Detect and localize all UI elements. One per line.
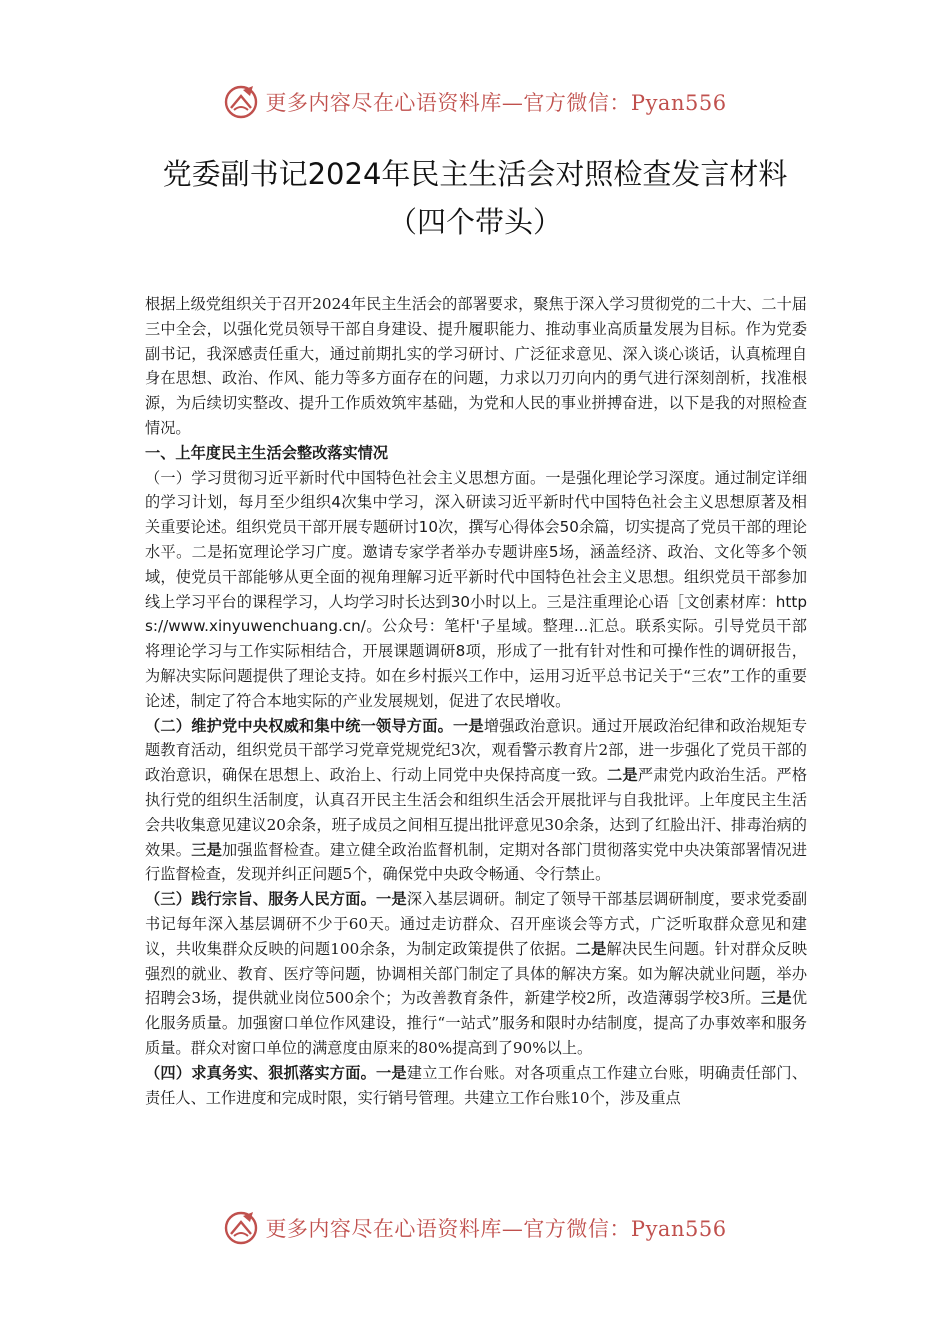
paragraph-text: 建立工作台账。对各项重点工作建立台账，明确责任部门、责任人、工作进度和完成时限，实行销号管理。共建立工作台账10个，涉及重点 bbox=[145, 1063, 808, 1107]
lead-heading: （二）维护党中央权威和集中统一领导方面。 bbox=[145, 716, 454, 735]
keyword: 一是 bbox=[376, 890, 407, 909]
lead-heading: （四）求真务实、狠抓落实方面。 bbox=[145, 1063, 377, 1082]
page-title bbox=[100, 150, 850, 246]
title-line-2: （四个带头） bbox=[387, 205, 562, 239]
document-body bbox=[145, 292, 807, 1110]
banner-text: 更多内容尽在心语资料库—官方微信：Pyan556 bbox=[265, 1217, 727, 1241]
keyword: 三是 bbox=[191, 840, 223, 859]
title-line-1: 党委副书记2024年民主生活会对照检查发言材料 bbox=[162, 157, 788, 191]
section-heading: 一、上年度民主生活会整改落实情况 bbox=[145, 443, 388, 462]
keyword: 二是 bbox=[575, 939, 607, 958]
banner-text: 更多内容尽在心语资料库—官方微信：Pyan556 bbox=[265, 91, 727, 115]
keyword: 二是 bbox=[607, 766, 638, 785]
paragraph-text: 严肃党内政治生活。严格执行党的组织生活制度，认真召开民主生活会和组织生活会开展批评与自我批评。上年度民主生活会共收集意见建议20余条，班子成员之间相互提出批评意见30余条，达到了红脸出汗、排毒治病的效果。 bbox=[145, 766, 808, 859]
book-pen-icon bbox=[223, 1210, 259, 1246]
book-pen-icon bbox=[223, 84, 259, 120]
paragraph-text: 优化服务质量。加强窗口单位作风建设，推行“一站式”服务和限时办结制度，提高了办事效率和服务质量。群众对窗口单位的满意度由原来的80%提高到了90%以上。 bbox=[145, 989, 807, 1057]
paragraph-service bbox=[145, 887, 807, 1061]
paragraph-text: 解决民生问题。针对群众反映强烈的就业、教育、医疗等问题，协调相关部门制定了具体的解决方案。如为解决就业问题，举办招聘会3场，提供就业岗位500余个；为改善教育条件，新建学校2所，改造薄弱学校3所。 bbox=[145, 939, 808, 1008]
keyword: 一是 bbox=[453, 716, 484, 735]
lead-heading: （三）践行宗旨、服务人民方面。 bbox=[145, 890, 377, 909]
paragraph-implementation bbox=[145, 1061, 807, 1111]
keyword: 三是 bbox=[760, 989, 792, 1008]
intro-paragraph: 根据上级党组织关于召开2024年民主生活会的部署要求，聚焦于深入学习贯彻党的二十大、二十届三中全会，以强化党员领导干部自身建设、提升履职能力、推动事业高质量发展为目标。作为党委副书记，我深感责任重大，通过前期扎实的学习研讨、广泛征求意见、深入谈心谈话，认真梳理自身在思想、政治、作风、能力等多方面存在的问题，力求以刀刃向内的勇气进行深刻剖析，找准根源，为后续切实整改、提升工作质效筑牢基础，为党和人民的事业拼搏奋进，以下是我的对照检查情况。 bbox=[145, 295, 807, 437]
paragraph-text: 增强政治意识。通过开展政治纪律和政治规矩专题教育活动，组织党员干部学习党章党规党纪3次，观看警示教育片2部，进一步强化了党员干部的政治意识，确保在思想上、政治上、行动上同党中央保持高度一致。 bbox=[145, 716, 808, 785]
paragraph-study: （一）学习贯彻习近平新时代中国特色社会主义思想方面。一是强化理论学习深度。通过制定详细的学习计划，每月至少组织4次集中学习，深入研读习近平新时代中国特色社会主义思想原著及相关重要论述。组织党员干部开展专题研讨10次，撰写心得体会50余篇，切实提高了党员干部的理论水平。二是拓宽理论学习广度。邀请专家学者举办专题讲座5场，涵盖经济、政治、文化等多个领域，使党员干部能够从更全面的视角理解习近平新时代中国特色社会主义思想。组织党员干部参加线上学习平台的课程学习，人均学习时长达到30小时以上。三是注重理论心语［文创素材库：https://www.xinyuwenchuang.cn/。公众号：笔杆'子星域。整理...汇总。联系实际。引导党员干部将理论学习与工作实际相结合，开展课题调研8项，形成了一批有针对性和可操作性的调研报告，为解决实际问题提供了理论支持。如在乡村振兴工作中，运用习近平总书记关于“三农”工作的重要论述，制定了符合本地实际的产业发展规划，促进了农民增收。 bbox=[145, 468, 807, 710]
keyword: 一是 bbox=[376, 1063, 407, 1082]
header-banner[interactable] bbox=[0, 80, 950, 124]
footer-banner[interactable] bbox=[0, 1206, 950, 1250]
paragraph-text: 深入基层调研。制定了领导干部基层调研制度，要求党委副书记每年深入基层调研不少于60天。通过走访群众、召开座谈会等方式，广泛听取群众意见和建议，共收集群众反映的问题100余条，为制定政策提供了依据。 bbox=[145, 890, 808, 958]
paragraph-authority bbox=[145, 714, 807, 888]
paragraph-text: 加强监督检查。建立健全政治监督机制，定期对各部门贯彻落实党中央决策部署情况进行监督检查，发现并纠正问题5个，确保党中央政令畅通、令行禁止。 bbox=[145, 840, 808, 884]
